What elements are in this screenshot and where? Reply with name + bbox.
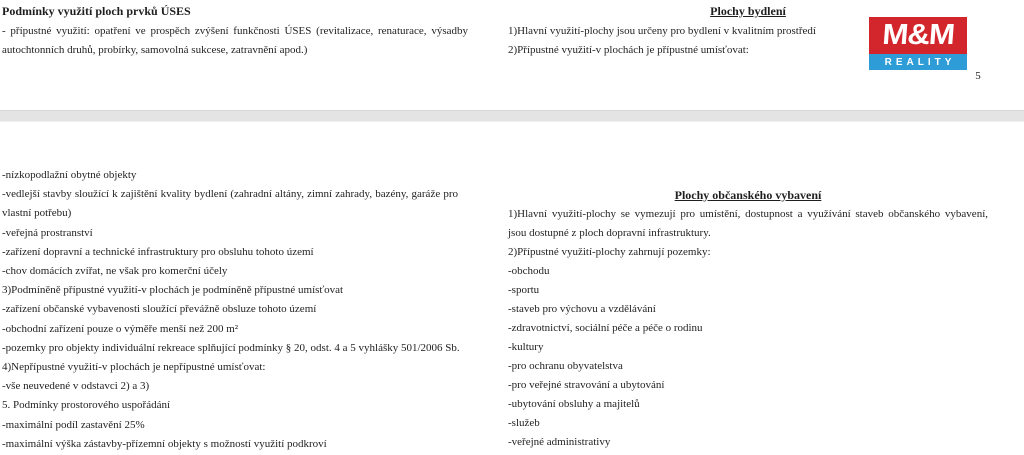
list-line: -sportu	[508, 284, 540, 296]
logo-reality-bar	[869, 54, 967, 70]
paragraph-line: - přípustné využití: opatření ve prospěch zvýšení funkčnosti ÚSES (revitalizace, renaturace, výsadby	[2, 24, 468, 37]
paragraph-line: 2)Přípustné využití-v plochách je přípustné umísťovat:	[508, 44, 749, 56]
list-line: jsou dostupné z ploch dopravní infrastruktury.	[508, 227, 711, 239]
page-number: 5	[975, 70, 981, 82]
list-line: -zdravotnictví, sociální péče a péče o rodinu	[508, 322, 703, 334]
list-line: -maximální podíl zastavění 25%	[2, 418, 145, 431]
list-line: -veřejné administrativy	[508, 436, 611, 448]
list-line: -ubytování obsluhy a majitelů	[508, 398, 640, 410]
list-line: -zařízení občanské vybavenosti sloužící převážně obsluze tohoto území	[2, 303, 317, 316]
logo-mm-red-block	[869, 17, 967, 54]
list-line: -pozemky pro objekty individuální rekreace splňující podmínky § 20, odst. 4 a 5 vyhlášky 501/2006 Sb.	[2, 341, 460, 354]
section-uses-conditions	[2, 2, 468, 61]
section-heading-civic: Plochy občanského vybavení	[674, 188, 822, 202]
paragraph-line: autochtonních druhů, probírky, samovolná sukcese, zatravnění apod.)	[2, 44, 308, 56]
page-separator	[0, 110, 1024, 122]
list-line: -nízkopodlažní obytné objekty	[2, 169, 137, 181]
list-line: -pro veřejné stravování a ubytování	[508, 379, 665, 391]
logo-mm-text: M&M	[881, 19, 956, 51]
paragraph-line: 1)Hlavní využití-plochy jsou určeny pro bydlení v kvalitním prostředí	[508, 24, 816, 37]
list-line: 3)Podmíněně přípustné využití-v plochách je podmíněně přípustné umísťovat	[2, 284, 344, 297]
list-line: 5. Podmínky prostorového uspořádání	[2, 399, 171, 412]
list-line: -služeb	[508, 417, 540, 429]
section-housing-rules-list	[2, 166, 458, 454]
section-heading-housing: Plochy bydlení	[710, 4, 786, 18]
document-page-6	[0, 123, 1024, 455]
list-line: 1)Hlavní využití-plochy se vymezují pro umístění, dostupnost a využívání staveb občanského vybavení,	[508, 208, 988, 220]
section-heading-uses: Podmínky využití ploch prvků ÚSES	[2, 4, 191, 18]
section-civic-amenities	[508, 186, 988, 452]
list-line: -obchodu	[508, 265, 550, 277]
list-line: -staveb pro výchovu a vzdělávání	[508, 303, 656, 315]
list-line: -maximální výška zástavby-přízemní objekty s možností využití podkroví	[2, 437, 327, 450]
list-line: -vše neuvedené v odstavci 2) a 3)	[2, 380, 150, 393]
list-line: -vedlejší stavby sloužící k zajištění kvality bydlení (zahradní altány, zimní zahrady, bazény, garáže pro	[2, 188, 458, 201]
list-line: -pro ochranu obyvatelstva	[508, 360, 623, 372]
list-line: -kultury	[508, 341, 544, 353]
list-line: -obchodní zařízení pouze o výměře menší než 200 m²	[2, 322, 239, 335]
list-line: vlastní potřebu)	[2, 207, 72, 220]
list-line: -chov domácích zvířat, ne však pro komerční účely	[2, 265, 228, 278]
list-line: 2)Přípustné využití-plochy zahrnují pozemky:	[508, 246, 711, 258]
logo-mm-reality	[869, 17, 967, 70]
list-line: -zařízení dopravní a technické infrastruktury pro obsluhu tohoto území	[2, 245, 314, 258]
list-line: -veřejná prostranství	[2, 226, 93, 239]
list-line: 4)Nepřípustné využití-v plochách je nepřípustné umísťovat:	[2, 361, 266, 374]
logo-reality-text: REALITY	[884, 56, 956, 68]
document-page-5	[0, 0, 1024, 110]
